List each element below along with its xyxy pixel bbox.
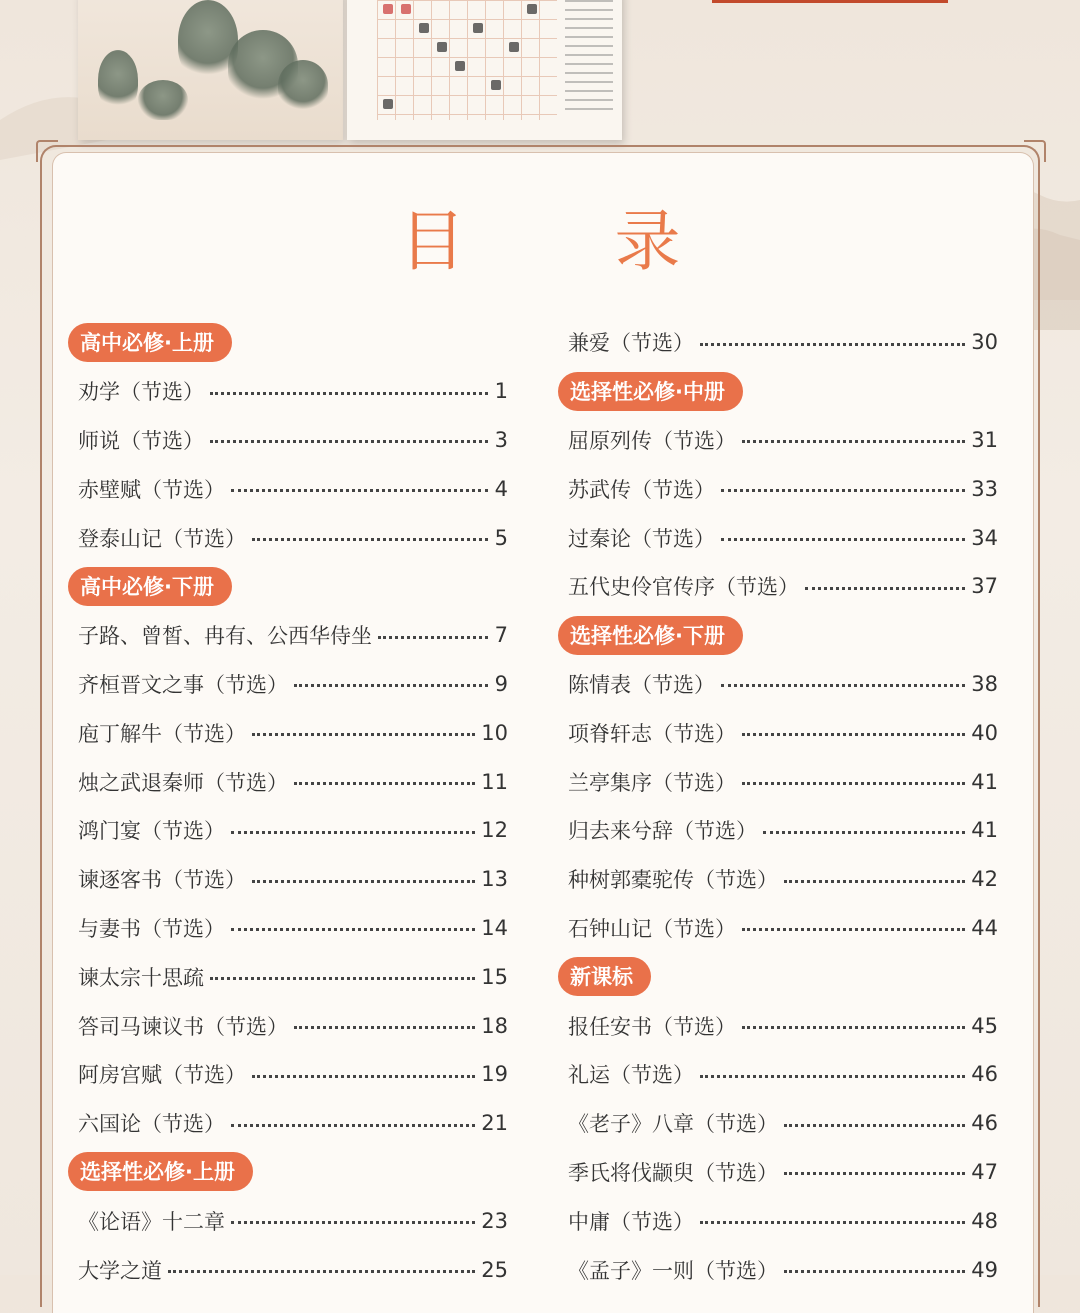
entry-title: 报任安书（节选） bbox=[568, 1014, 736, 1039]
dot-leader bbox=[763, 831, 965, 834]
toc-entry bbox=[68, 1245, 508, 1294]
entry-title: 《老子》八章（节选） bbox=[568, 1112, 778, 1137]
dot-leader bbox=[378, 636, 488, 639]
dot-leader bbox=[742, 928, 965, 931]
entry-page-number: 44 bbox=[971, 915, 998, 940]
entry-page-number: 41 bbox=[971, 818, 998, 843]
toc-entry bbox=[68, 1001, 508, 1050]
entry-title: 大学之道 bbox=[78, 1258, 162, 1283]
entry-title: 子路、曾皙、冉有、公西华侍坐 bbox=[78, 624, 372, 649]
entry-title: 登泰山记（节选） bbox=[78, 526, 246, 551]
toc-entry bbox=[68, 952, 508, 1001]
entry-title: 陈情表（节选） bbox=[568, 672, 715, 697]
toc-entry bbox=[68, 757, 508, 806]
dot-leader bbox=[721, 489, 965, 492]
dot-leader bbox=[784, 880, 965, 883]
toc-left-column bbox=[68, 318, 508, 1294]
toc-entry bbox=[68, 367, 508, 416]
toc-entry bbox=[558, 660, 998, 709]
dot-leader bbox=[742, 733, 965, 736]
entry-title: 劝学（节选） bbox=[78, 380, 204, 405]
book-cover-landscape bbox=[78, 0, 343, 140]
entry-title: 屈原列传（节选） bbox=[568, 428, 736, 453]
book-preview bbox=[0, 0, 1080, 150]
entry-title: 兰亭集序（节选） bbox=[568, 770, 736, 795]
entry-page-number: 7 bbox=[494, 623, 508, 648]
toc-entry bbox=[68, 904, 508, 953]
entry-page-number: 14 bbox=[481, 915, 508, 940]
toc-entry bbox=[558, 855, 998, 904]
entry-page-number: 40 bbox=[971, 720, 998, 745]
toc-entry bbox=[558, 1196, 998, 1245]
entry-title: 兼爱（节选） bbox=[568, 331, 694, 356]
dot-leader bbox=[210, 977, 475, 980]
section-badge: 高中必修·上册 bbox=[68, 323, 232, 362]
entry-title: 师说（节选） bbox=[78, 428, 204, 453]
dot-leader bbox=[784, 1270, 965, 1273]
entry-title: 鸿门宴（节选） bbox=[78, 819, 225, 844]
entry-page-number: 46 bbox=[971, 1062, 998, 1087]
entry-page-number: 47 bbox=[971, 1159, 998, 1184]
dot-leader bbox=[210, 440, 488, 443]
toc-entry bbox=[558, 904, 998, 953]
toc-section-header bbox=[558, 952, 998, 1001]
entry-page-number: 12 bbox=[481, 818, 508, 843]
entry-title: 与妻书（节选） bbox=[78, 916, 225, 941]
toc-entry bbox=[558, 1001, 998, 1050]
toc-right-column bbox=[558, 318, 998, 1294]
entry-page-number: 45 bbox=[971, 1013, 998, 1038]
toc-entry bbox=[558, 416, 998, 465]
entry-title: 《孟子》一则（节选） bbox=[568, 1258, 778, 1283]
dot-leader bbox=[721, 684, 965, 687]
dot-leader bbox=[252, 733, 475, 736]
entry-page-number: 15 bbox=[481, 964, 508, 989]
section-badge: 选择性必修·中册 bbox=[558, 372, 743, 411]
toc-entry bbox=[68, 660, 508, 709]
entry-title: 项脊轩志（节选） bbox=[568, 721, 736, 746]
dot-leader bbox=[231, 1124, 475, 1127]
entry-page-number: 46 bbox=[971, 1111, 998, 1136]
entry-page-number: 5 bbox=[494, 525, 508, 550]
toc-entry bbox=[68, 855, 508, 904]
entry-title: 烛之武退秦师（节选） bbox=[78, 770, 288, 795]
toc-entry bbox=[558, 464, 998, 513]
section-badge: 新课标 bbox=[558, 957, 651, 996]
dot-leader bbox=[231, 928, 475, 931]
toc-entry bbox=[68, 806, 508, 855]
entry-title: 五代史伶官传序（节选） bbox=[568, 575, 799, 600]
section-badge: 高中必修·下册 bbox=[68, 567, 232, 606]
dot-leader bbox=[252, 1075, 475, 1078]
dot-leader bbox=[294, 1026, 475, 1029]
toc-section-header bbox=[68, 318, 508, 367]
dot-leader bbox=[784, 1172, 965, 1175]
toc-section-header bbox=[558, 611, 998, 660]
dot-leader bbox=[231, 1221, 475, 1224]
entry-title: 齐桓晋文之事（节选） bbox=[78, 672, 288, 697]
toc-entry bbox=[558, 1099, 998, 1148]
dot-leader bbox=[700, 1075, 965, 1078]
entry-title: 赤壁赋（节选） bbox=[78, 477, 225, 502]
toc-entry bbox=[68, 1050, 508, 1099]
entry-title: 谏太宗十思疏 bbox=[78, 965, 204, 990]
entry-title: 苏武传（节选） bbox=[568, 477, 715, 502]
dot-leader bbox=[784, 1124, 965, 1127]
entry-page-number: 34 bbox=[971, 525, 998, 550]
entry-page-number: 25 bbox=[481, 1257, 508, 1282]
entry-title: 谏逐客书（节选） bbox=[78, 868, 246, 893]
entry-page-number: 49 bbox=[971, 1257, 998, 1282]
entry-title: 种树郭橐驼传（节选） bbox=[568, 868, 778, 893]
toc-entry bbox=[558, 1050, 998, 1099]
entry-page-number: 30 bbox=[971, 330, 998, 355]
page-title: 目 录 bbox=[399, 203, 745, 280]
entry-title: 季氏将伐颛臾（节选） bbox=[568, 1160, 778, 1185]
entry-page-number: 19 bbox=[481, 1062, 508, 1087]
dot-leader bbox=[721, 538, 965, 541]
dot-leader bbox=[252, 538, 488, 541]
dot-leader bbox=[252, 880, 475, 883]
dot-leader bbox=[294, 782, 475, 785]
entry-page-number: 33 bbox=[971, 476, 998, 501]
entry-page-number: 18 bbox=[481, 1013, 508, 1038]
dot-leader bbox=[294, 684, 488, 687]
toc-entry bbox=[68, 464, 508, 513]
dot-leader bbox=[742, 440, 965, 443]
dot-leader bbox=[805, 587, 965, 590]
entry-title: 中庸（节选） bbox=[568, 1209, 694, 1234]
entry-title: 六国论（节选） bbox=[78, 1112, 225, 1137]
entry-page-number: 31 bbox=[971, 427, 998, 452]
dot-leader bbox=[742, 1026, 965, 1029]
entry-page-number: 48 bbox=[971, 1208, 998, 1233]
section-badge: 选择性必修·下册 bbox=[558, 616, 743, 655]
entry-page-number: 23 bbox=[481, 1208, 508, 1233]
entry-title: 归去来兮辞（节选） bbox=[568, 819, 757, 844]
entry-title: 《论语》十二章 bbox=[78, 1209, 225, 1234]
toc-entry bbox=[558, 318, 998, 367]
toc-entry bbox=[68, 1099, 508, 1148]
entry-page-number: 3 bbox=[494, 427, 508, 452]
dot-leader bbox=[742, 782, 965, 785]
toc-section-header bbox=[68, 1148, 508, 1197]
entry-title: 石钟山记（节选） bbox=[568, 916, 736, 941]
entry-title: 礼运（节选） bbox=[568, 1063, 694, 1088]
dot-leader bbox=[700, 1221, 965, 1224]
toc-entry bbox=[558, 757, 998, 806]
toc-entry bbox=[68, 416, 508, 465]
entry-title: 过秦论（节选） bbox=[568, 526, 715, 551]
toc-entry bbox=[68, 708, 508, 757]
toc-entry bbox=[558, 1148, 998, 1197]
toc-entry bbox=[68, 513, 508, 562]
section-badge: 选择性必修·上册 bbox=[68, 1152, 253, 1191]
entry-page-number: 1 bbox=[494, 379, 508, 404]
dot-leader bbox=[231, 489, 488, 492]
entry-page-number: 9 bbox=[494, 671, 508, 696]
toc-section-header bbox=[558, 367, 998, 416]
entry-page-number: 21 bbox=[481, 1111, 508, 1136]
toc-entry bbox=[558, 708, 998, 757]
entry-title: 阿房宫赋（节选） bbox=[78, 1063, 246, 1088]
entry-page-number: 10 bbox=[481, 720, 508, 745]
entry-title: 庖丁解牛（节选） bbox=[78, 721, 246, 746]
toc-entry bbox=[558, 562, 998, 611]
dot-leader bbox=[700, 343, 965, 346]
dot-leader bbox=[168, 1270, 475, 1273]
entry-title: 答司马谏议书（节选） bbox=[78, 1014, 288, 1039]
dot-leader bbox=[210, 392, 488, 395]
book-page-calligraphy-grid bbox=[347, 0, 622, 140]
toc-entry bbox=[558, 513, 998, 562]
accent-bar bbox=[712, 0, 948, 3]
entry-page-number: 38 bbox=[971, 671, 998, 696]
toc-entry bbox=[558, 1245, 998, 1294]
entry-page-number: 4 bbox=[494, 476, 508, 501]
entry-page-number: 37 bbox=[971, 574, 998, 599]
entry-page-number: 42 bbox=[971, 867, 998, 892]
entry-page-number: 41 bbox=[971, 769, 998, 794]
toc-entry bbox=[558, 806, 998, 855]
dot-leader bbox=[231, 831, 475, 834]
toc-entry bbox=[68, 1196, 508, 1245]
toc-section-header bbox=[68, 562, 508, 611]
toc-entry bbox=[68, 611, 508, 660]
entry-page-number: 11 bbox=[481, 769, 508, 794]
entry-page-number: 13 bbox=[481, 867, 508, 892]
